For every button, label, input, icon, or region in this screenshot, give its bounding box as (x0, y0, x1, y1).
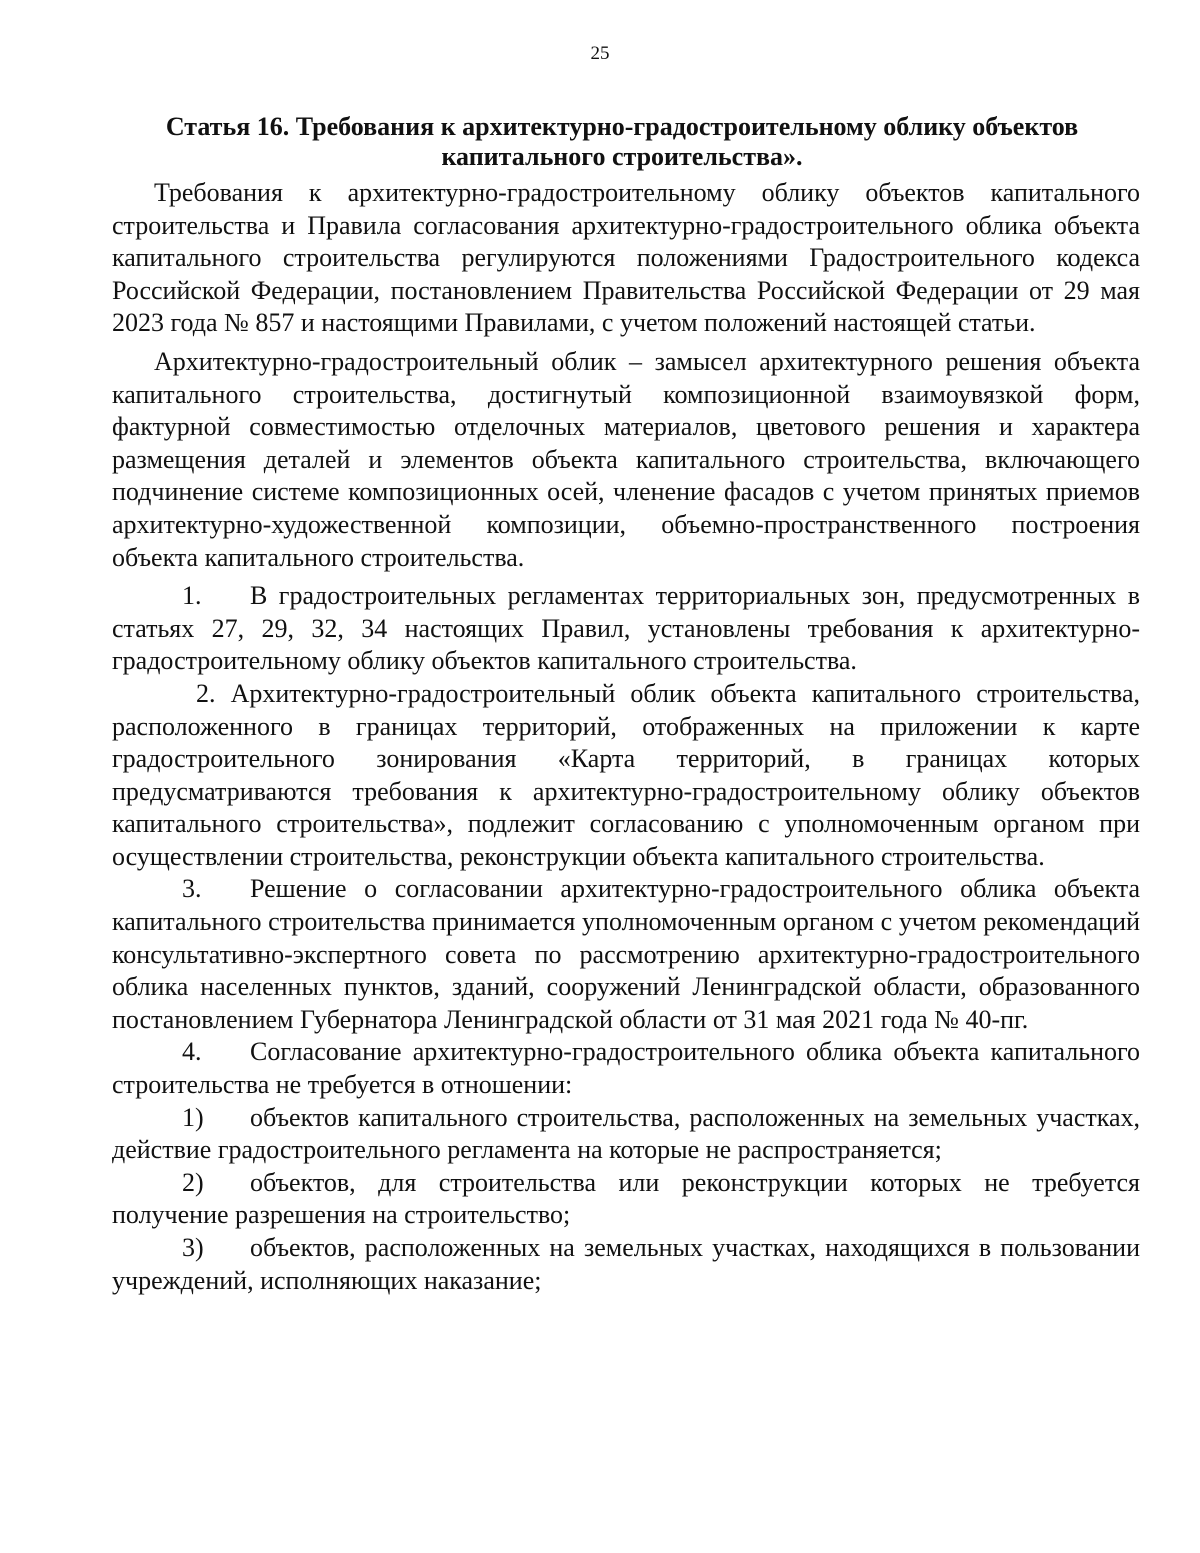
intro-paragraph-2: Архитектурно-градостроительный облик – замысел архитектурного решения объекта капитального строительства, достигнутый композиционной взаимоувязкой форм, фактурной совместимостью отделочных материалов, цветового решения и характера размещения деталей и элементов объекта капитального строительства, включающего подчинение системе композиционных осей, членение фасадов с учетом принятых приемов архитектурно-художественной композиции, объемно-пространственного построения объекта капитального строительства. (112, 346, 1140, 572)
numbered-item-2 (112, 678, 1140, 874)
item-text: В градостроительных регламентах территориальных зон, предусмотренных в статьях 27, 29, 32, 34 настоящих Правил, установлены требования к архитектурно-градостроительному облику объектов капитального строительства. (112, 581, 1140, 676)
item-number: 3. (182, 874, 202, 904)
document-body (112, 112, 1140, 1297)
item-number: 2. (196, 678, 216, 708)
subitem-number: 3) (182, 1233, 204, 1262)
subitem-3 (112, 1232, 1140, 1297)
item-text: Решение о согласовании архитектурно-градостроительного облика объекта капитального строительства принимается уполномоченным органом с учетом рекомендаций консультативно-экспертного совета по рассмотрению архитектурно-градостроительного облика населенных пунктов, зданий, сооружений Ленинградской области, образованного постановлением Губернатора Ленинградской области от 31 мая 2021 года № 40-пг. (112, 874, 1140, 1034)
page-number: 25 (590, 43, 610, 64)
subitem-number: 1) (182, 1102, 204, 1132)
numbered-item-1 (112, 580, 1140, 678)
subitem-number: 2) (182, 1167, 204, 1197)
item-text: Согласование архитектурно-градостроительного облика объекта капитального строительства не требуется в отношении: (112, 1037, 1140, 1100)
item-text: Архитектурно-градостроительный облик объекта капитального строительства, расположенного в границах территорий, отображенных на приложении к карте градостроительного зонирования «Карта территорий, в границах которых предусматриваются требования к архитектурно-градостроительному облику объектов капитального строительства», подлежит согласованию с уполномоченным органом при осуществлении строительства, реконструкции объекта капитального строительства. (112, 678, 1140, 871)
subitem-1 (112, 1102, 1140, 1167)
numbered-item-3 (112, 873, 1140, 1036)
item-number: 1. (182, 581, 202, 611)
subitem-text: объектов, расположенных на земельных участках, находящихся в пользовании учреждений, исполняющих наказание; (112, 1233, 1140, 1295)
subitem-2 (112, 1167, 1140, 1232)
subitem-text: объектов, для строительства или реконструкции которых не требуется получение разрешения на строительство; (112, 1167, 1140, 1230)
intro-paragraph-1: Требования к архитектурно-градостроительному облику объектов капитального строительства и Правила согласования архитектурно-градостроительного облика объекта капитального строительства регулируются положениями Градостроительного кодекса Российской Федерации, постановлением Правительства Российской Федерации от 29 мая 2023 года № 857 и настоящими Правилами, с учетом положений настоящей статьи. (112, 178, 1140, 338)
subitem-text: объектов капитального строительства, расположенных на земельных участках, действие градостроительного регламента на которые не распространяется; (112, 1102, 1140, 1165)
article-heading: Статья 16. Требования к архитектурно-градостроительному облику объектов капитального строительства». (165, 112, 1079, 171)
item-number: 4. (182, 1037, 202, 1067)
numbered-item-4 (112, 1036, 1140, 1101)
